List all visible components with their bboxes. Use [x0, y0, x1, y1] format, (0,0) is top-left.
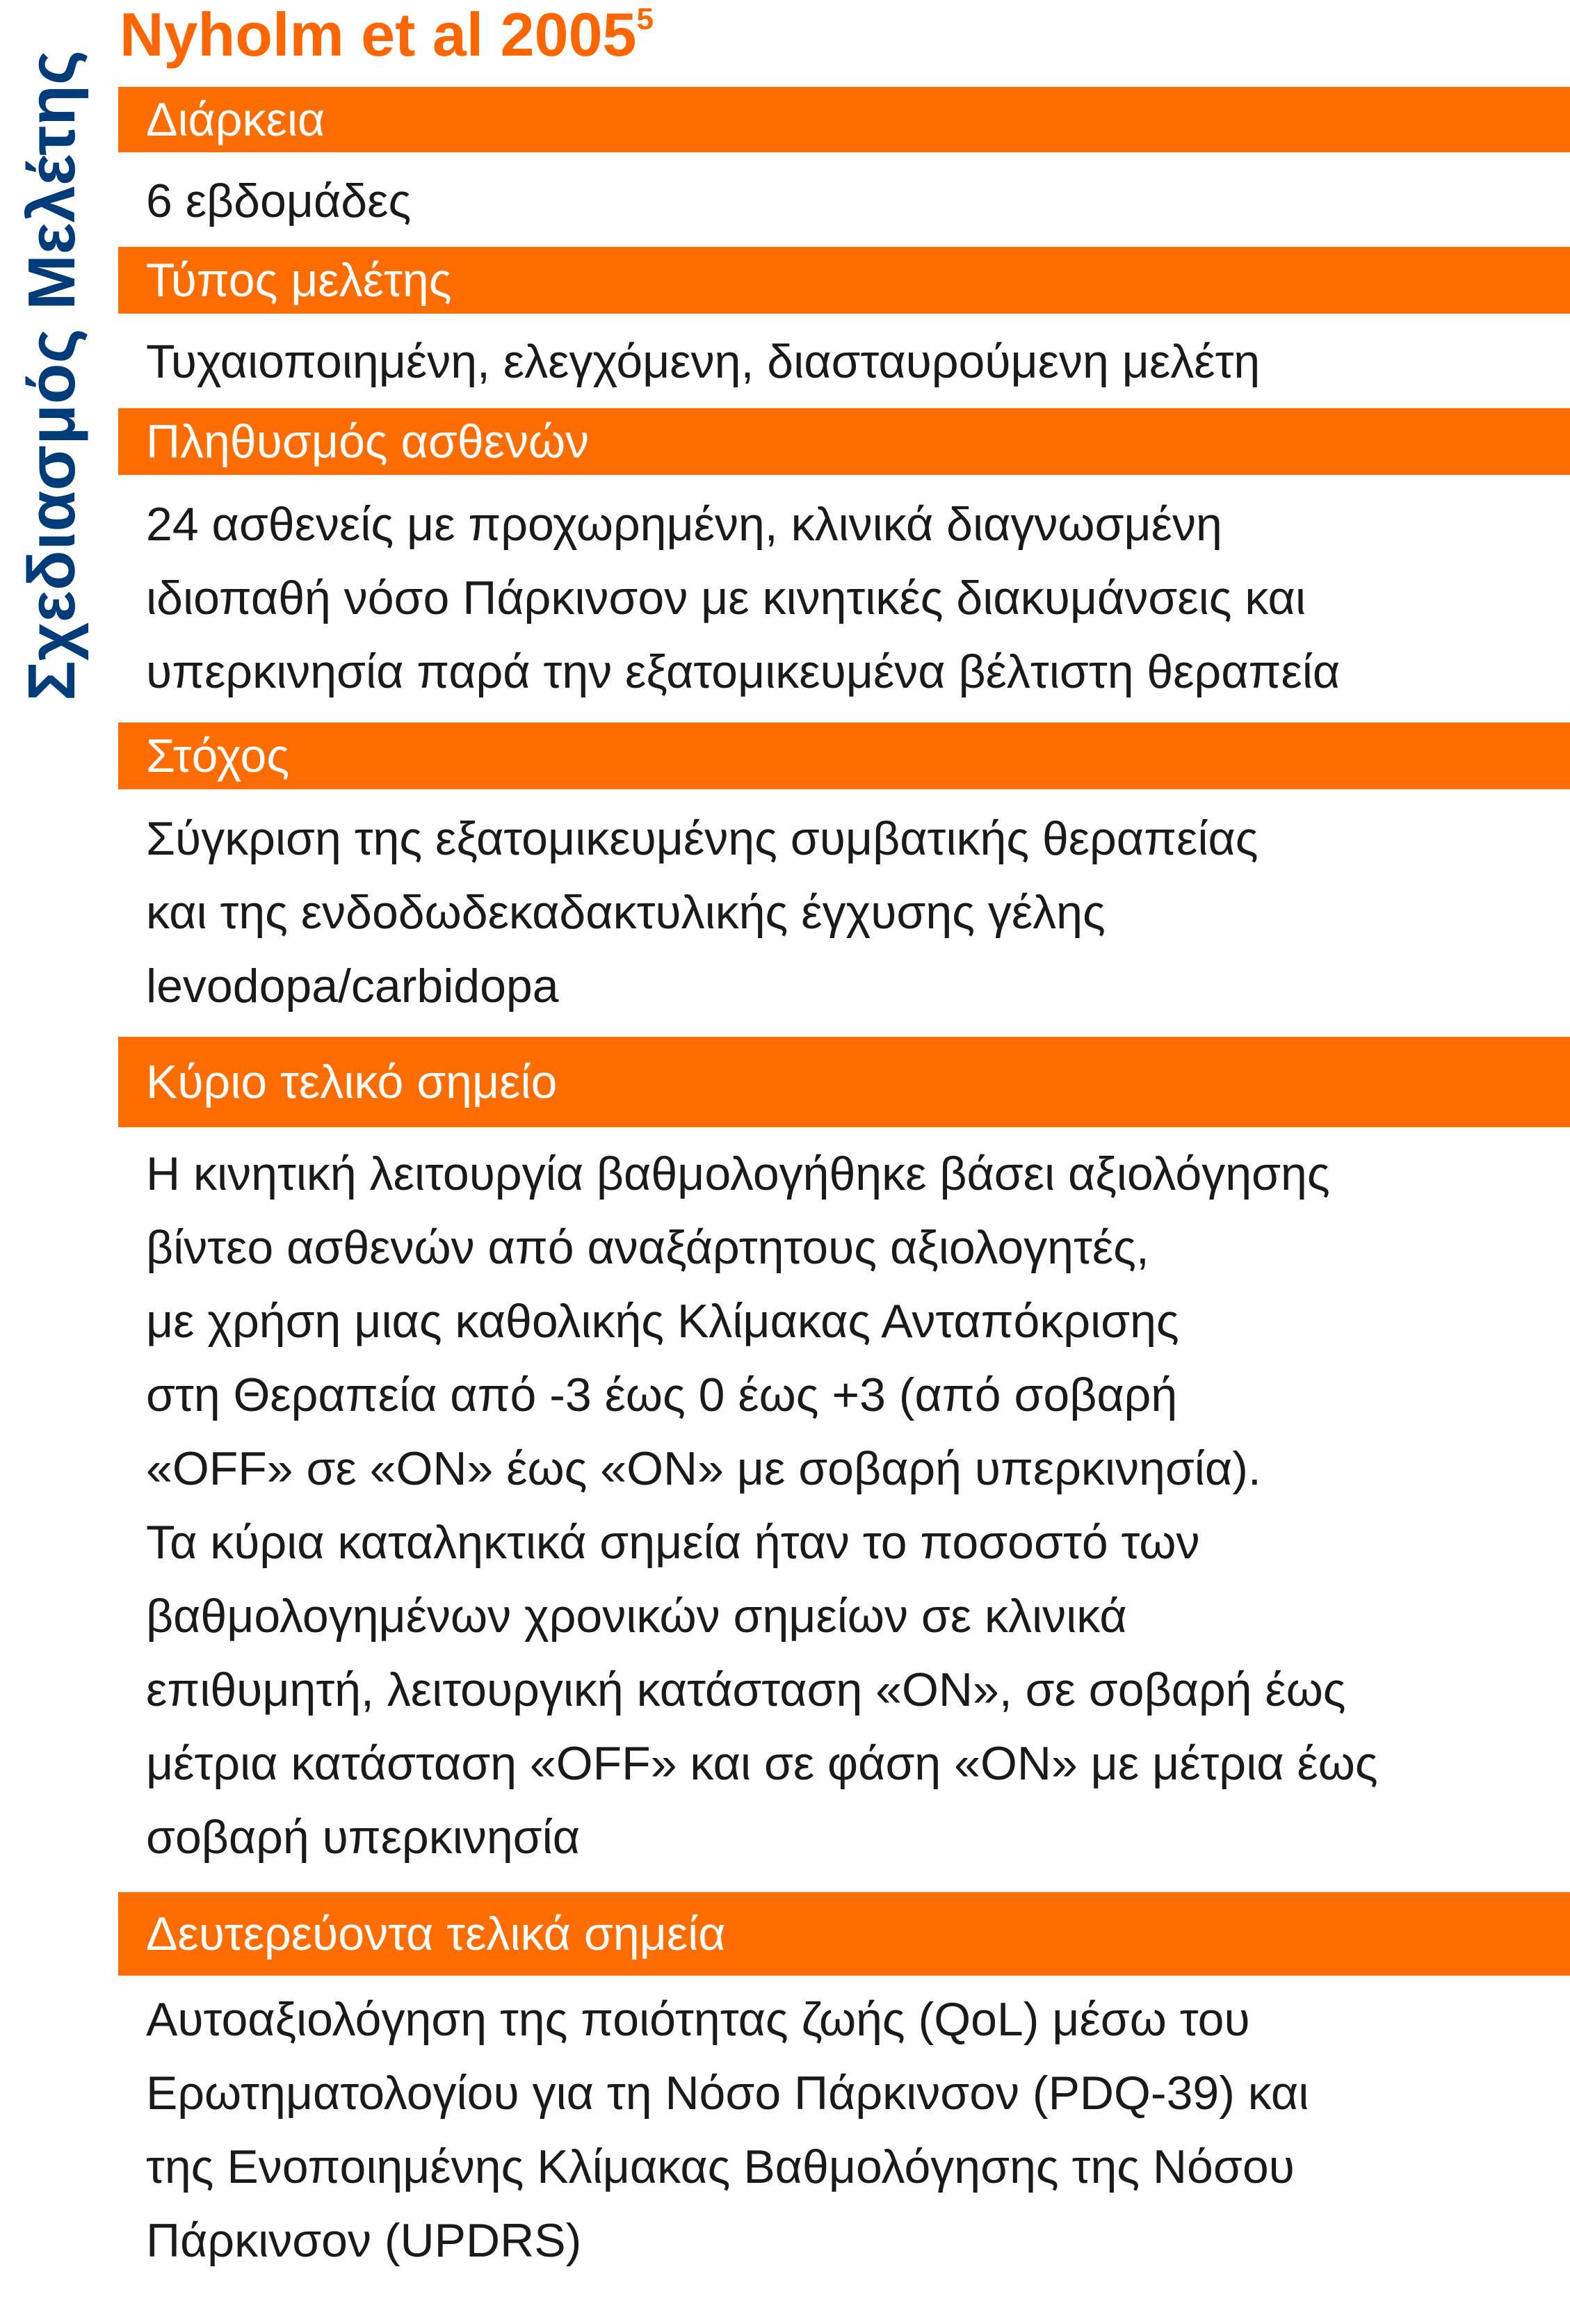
text-line: βίντεο ασθενών από αναξάρτητους αξιολογητές, — [146, 1221, 1149, 1274]
text-line: Αυτοαξιολόγηση της ποιότητας ζωής (QoL) μέσω του — [146, 1993, 1250, 2046]
section-header-population: Πληθυσμός ασθενών — [118, 408, 1570, 475]
side-title-text: Σχεδιασμός Μελέτης — [15, 50, 89, 701]
section-header-objective: Στόχος — [118, 723, 1570, 789]
section-header-secondary-endpoints: Δευτερεύοντα τελικά σημεία — [118, 1892, 1570, 1976]
text-line: με χρήση μιας καθολικής Κλίμακας Ανταπόκρισης — [146, 1295, 1179, 1348]
text-line: Πάρκινσον (UPDRS) — [146, 2214, 582, 2267]
section-body-study-type — [118, 314, 1570, 408]
text-line: βαθμολογημένων χρονικών σημείων σε κλινικά — [146, 1590, 1127, 1643]
text-line: Τυχαιοποιημένη, ελεγχόμενη, διασταυρούμενη μελέτη — [146, 335, 1261, 388]
text-line: Τα κύρια καταληκτικά σημεία ήταν το ποσοστό των — [146, 1516, 1200, 1569]
text-line: Σύγκριση της εξατομικευμένης συμβατικής θεραπείας — [146, 812, 1259, 865]
text-line: levodopa/carbidopa — [146, 960, 559, 1012]
text-line: μέτρια κατάσταση «OFF» και σε φάση «ON» με μέτρια έως — [146, 1737, 1378, 1790]
page-title-text: Nyholm et al 2005 — [120, 0, 637, 69]
text-line: υπερκινησία παρά την εξατομικευμένα βέλτιστη θεραπεία — [146, 645, 1341, 698]
side-title — [7, 28, 97, 723]
text-line: Η κινητική λειτουργία βαθμολογήθηκε βάσει αξιολόγησης — [146, 1147, 1330, 1200]
section-body-primary-endpoint — [118, 1127, 1570, 1892]
section-header-primary-endpoint: Κύριο τελικό σημείο — [118, 1037, 1570, 1127]
text-line: Ερωτηματολογίου για τη Νόσο Πάρκινσον (PDQ-39) και — [146, 2067, 1309, 2120]
text-line: 6 εβδομάδες — [146, 175, 412, 227]
text-line: ιδιοπαθή νόσο Πάρκινσον με κινητικές διακυμάνσεις και — [146, 572, 1306, 624]
text-line: «OFF» σε «ON» έως «ON» με σοβαρή υπερκινησία). — [146, 1442, 1261, 1495]
section-header-duration: Διάρκεια — [118, 87, 1570, 152]
study-design-table — [118, 87, 1570, 2277]
section-body-population — [118, 475, 1570, 723]
text-line: και της ενδοδωδεκαδακτυλικής έγχυσης γέλης — [146, 886, 1106, 939]
text-line: 24 ασθενείς με προχωρημένη, κλινικά διαγνωσμένη — [146, 498, 1222, 551]
section-body-duration — [118, 152, 1570, 247]
section-header-study-type: Τύπος μελέτης — [118, 247, 1570, 314]
text-line: επιθυμητή, λειτουργική κατάσταση «ON», σε σοβαρή έως — [146, 1663, 1346, 1716]
text-line: στη Θεραπεία από -3 έως 0 έως +3 (από σοβαρή — [146, 1369, 1178, 1421]
section-body-objective — [118, 789, 1570, 1037]
section-body-secondary-endpoints — [118, 1976, 1570, 2277]
page-title — [120, 0, 654, 70]
title-reference: 5 — [636, 2, 654, 36]
text-line: σοβαρή υπερκινησία — [146, 1811, 581, 1864]
text-line: της Ενοποιημένης Κλίμακας Βαθμολόγησης της Νόσου — [146, 2140, 1295, 2193]
